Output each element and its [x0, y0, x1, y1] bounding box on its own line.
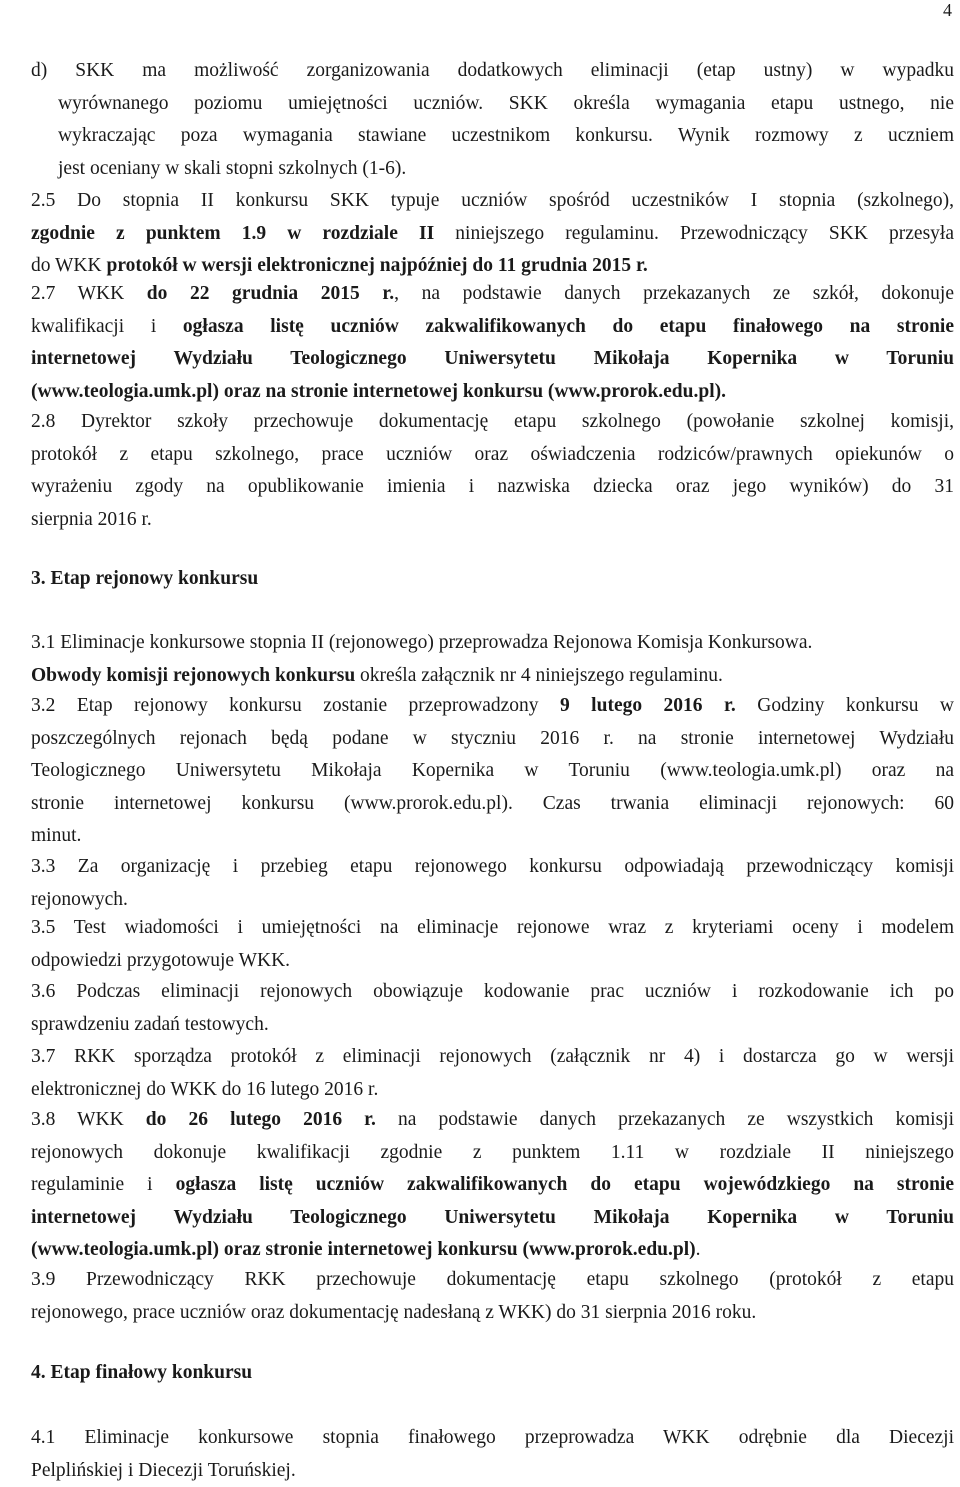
text-line — [31, 218, 954, 251]
text-line — [31, 343, 954, 376]
text-line: elektronicznej do WKK do 16 lutego 2016 r. — [31, 1074, 954, 1107]
paragraph-4-1 — [31, 1422, 954, 1487]
paragraph-3-8 — [31, 1104, 954, 1267]
text-span: regulaminie i — [31, 1174, 176, 1195]
text-span: 2.7 WKK — [31, 283, 147, 304]
text-line: Pelplińskiej i Diecezji Toruńskiej. — [31, 1455, 954, 1487]
paragraph-2-5 — [31, 185, 954, 283]
text-line: rejonowego, prace uczniów oraz dokumentację nadesłaną z WKK) do 31 sierpnia 2016 roku. — [31, 1297, 954, 1330]
text-line — [31, 1202, 954, 1235]
text-line: 3.5 Test wiadomości i umiejętności na eliminacje rejonowe wraz z kryteriami oceny i modelem — [31, 912, 954, 945]
bold-text: do 22 grudnia 2015 r. — [147, 283, 394, 304]
text-span: , na podstawie danych przekazanych ze szkół, dokonuje — [394, 283, 954, 304]
text-line: jest oceniany w skali stopni szkolnych (1-6). — [58, 153, 954, 186]
paragraph-2-7 — [31, 278, 954, 408]
text-line: 2.8 Dyrektor szkoły przechowuje dokumentację etapu szkolnego (powołanie szkolnej komisji, — [31, 406, 954, 439]
section-heading-4: 4. Etap finałowy konkursu — [31, 1357, 252, 1389]
text-line — [31, 278, 954, 311]
paragraph-3-6 — [31, 976, 954, 1041]
text-line: stronie internetowej konkursu (www.prorok.edu.pl). Czas trwania eliminacji rejonowych: 60 — [31, 788, 954, 821]
text-span: na podstawie danych przekazanych ze wszystkich komisji — [376, 1109, 954, 1130]
text-line — [31, 311, 954, 344]
paragraph-3-2 — [31, 690, 954, 853]
bold-text: protokół w wersji elektronicznej najpóźniej do 11 grudnia 2015 r. — [106, 255, 647, 276]
bold-text: internetowej Wydziału Teologicznego Uniwersytetu Mikołaja Kopernika w Toruniu — [31, 1207, 954, 1228]
bold-text: (www.teologia.umk.pl) oraz stronie internetowej konkursu (www.prorok.edu.pl) — [31, 1239, 696, 1260]
text-line: Teologicznego Uniwersytetu Mikołaja Kopernika w Toruniu (www.teologia.umk.pl) oraz na — [31, 755, 954, 788]
bold-text: (www.teologia.umk.pl) oraz na stronie internetowej konkursu (www.prorok.edu.pl). — [31, 381, 726, 402]
text-span: . — [696, 1239, 701, 1260]
paragraph-3-3 — [31, 851, 954, 916]
text-span: 3.8 WKK — [31, 1109, 146, 1130]
bold-text: ogłasza listę uczniów zakwalifikowanych do etapu wojewódzkiego na stronie — [176, 1174, 954, 1195]
text-line: odpowiedzi przygotowuje WKK. — [31, 945, 954, 978]
text-line: rejonowych. — [31, 884, 954, 917]
text-line: minut. — [31, 820, 954, 853]
paragraph-d — [31, 55, 954, 185]
bold-text: Obwody komisji rejonowych konkursu — [31, 665, 355, 686]
text-span: 3.2 Etap rejonowy konkursu zostanie przeprowadzony — [31, 695, 560, 716]
page-number: 4 — [943, 0, 952, 21]
text-line — [31, 1169, 954, 1202]
text-line — [31, 660, 954, 693]
text-line: 3.7 RKK sporządza protokół z eliminacji rejonowych (załącznik nr 4) i dostarcza go w wersji — [31, 1041, 954, 1074]
text-line: sprawdzeniu zadań testowych. — [31, 1009, 954, 1042]
bold-text: do 26 lutego 2016 r. — [146, 1109, 376, 1130]
bold-text: 9 lutego 2016 r. — [560, 695, 736, 716]
text-line: d) SKK ma możliwość zorganizowania dodatkowych eliminacji (etap ustny) w wypadku — [31, 55, 954, 88]
text-line: wyrażeniu zgody na opublikowanie imienia i nazwiska dziecka oraz jego wyników) do 31 — [31, 471, 954, 504]
text-line — [31, 1104, 954, 1137]
text-line: 4.1 Eliminacje konkursowe stopnia finałowego przeprowadza WKK odrębnie dla Diecezji — [31, 1422, 954, 1455]
bold-text: zgodnie z punktem 1.9 w rozdziale II — [31, 223, 434, 244]
text-span: Godziny konkursu w — [736, 695, 954, 716]
text-line: 3.3 Za organizację i przebieg etapu rejonowego konkursu odpowiadają przewodniczący komisji — [31, 851, 954, 884]
text-span: kwalifikacji i — [31, 316, 183, 337]
text-line: protokół z etapu szkolnego, prace uczniów oraz oświadczenia rodziców/prawnych opiekunów o — [31, 439, 954, 472]
text-line: wyrównanego poziomu umiejętności uczniów. SKK określa wymagania etapu ustnego, nie — [58, 88, 954, 121]
text-span: niniejszego regulaminu. Przewodniczący SKK przesyła — [434, 223, 954, 244]
bold-text: ogłasza listę uczniów zakwalifikowanych do etapu finałowego na stronie — [183, 316, 954, 337]
text-line: poszczególnych rejonach będą podane w styczniu 2016 r. na stronie internetowej Wydziału — [31, 723, 954, 756]
section-heading-3: 3. Etap rejonowy konkursu — [31, 563, 258, 595]
paragraph-3-5 — [31, 912, 954, 977]
paragraph-2-8 — [31, 406, 954, 536]
text-line: 3.6 Podczas eliminacji rejonowych obowiązuje kodowanie prac uczniów i rozkodowanie ich po — [31, 976, 954, 1009]
text-line — [31, 1234, 954, 1267]
text-span: określa załącznik nr 4 niniejszego regulaminu. — [355, 665, 723, 686]
text-line — [31, 690, 954, 723]
paragraph-3-7 — [31, 1041, 954, 1106]
text-line: wykraczając poza wymagania stawiane uczestnikom konkursu. Wynik rozmowy z uczniem — [58, 120, 954, 153]
paragraph-3-1 — [31, 627, 954, 692]
text-line: 3.1 Eliminacje konkursowe stopnia II (rejonowego) przeprowadza Rejonowa Komisja Konkursowa. — [31, 627, 954, 660]
text-line: 2.5 Do stopnia II konkursu SKK typuje uczniów spośród uczestników I stopnia (szkolnego), — [31, 185, 954, 218]
text-span: do WKK — [31, 255, 106, 276]
text-line — [31, 376, 954, 409]
text-line: sierpnia 2016 r. — [31, 504, 954, 537]
text-line: rejonowych dokonuje kwalifikacji zgodnie z punktem 1.11 w rozdziale II niniejszego — [31, 1137, 954, 1170]
text-line: 3.9 Przewodniczący RKK przechowuje dokumentację etapu szkolnego (protokół z etapu — [31, 1264, 954, 1297]
bold-text: internetowej Wydziału Teologicznego Uniwersytetu Mikołaja Kopernika w Toruniu — [31, 348, 954, 369]
paragraph-3-9 — [31, 1264, 954, 1329]
